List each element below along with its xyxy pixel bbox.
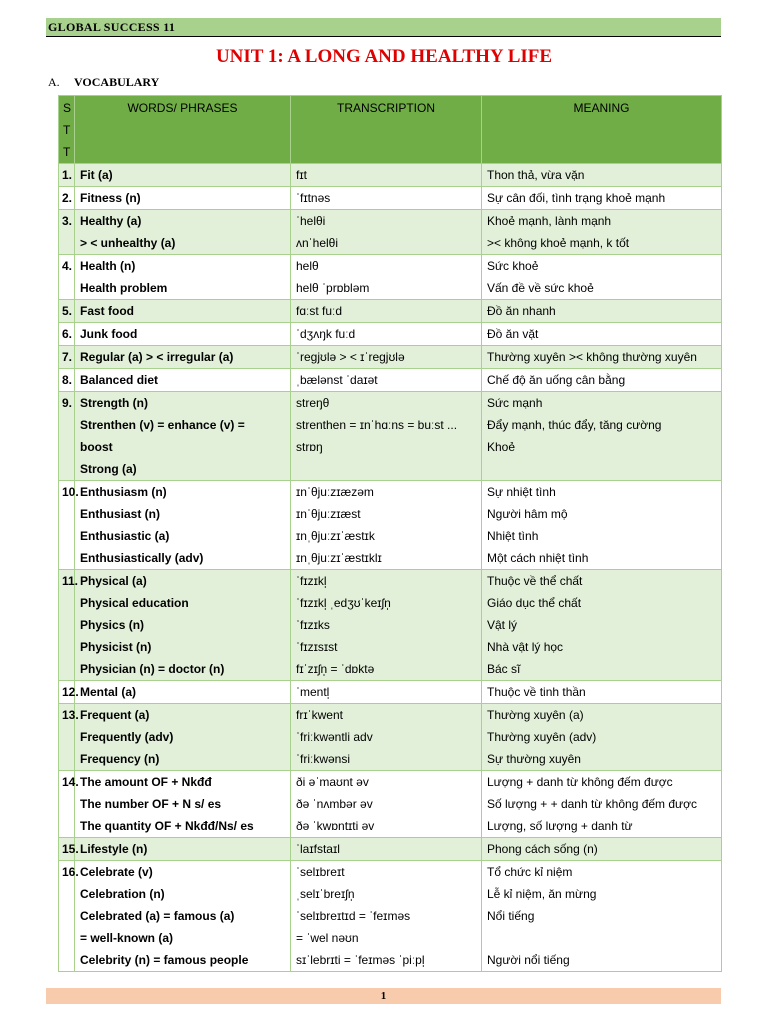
word-cell [75, 346, 291, 369]
meaning-cell-line: Đồ ăn nhanh [487, 304, 556, 318]
word-cell-line: The amount OF + Nkđđ [80, 775, 212, 789]
section-label: VOCABULARY [74, 75, 160, 89]
transcription-cell-line: ˈselɪbreɪtɪd = ˈfeɪməs [296, 909, 411, 923]
word-cell-line: Regular (a) > < irregular (a) [80, 350, 234, 364]
word-cell [75, 392, 291, 481]
transcription-cell-line: ðə ˈnʌmbər əv [296, 797, 373, 811]
table-row [59, 570, 722, 681]
transcription-cell [291, 861, 482, 972]
word-cell-line: Fitness (n) [80, 191, 141, 205]
word-cell [75, 570, 291, 681]
word-cell [75, 255, 291, 300]
transcription-cell [291, 481, 482, 570]
word-cell-line: Strong (a) [80, 462, 137, 476]
row-number: 15. [59, 838, 75, 861]
table-row [59, 861, 722, 972]
row-number: 7. [59, 346, 75, 369]
transcription-cell [291, 255, 482, 300]
meaning-cell-line: Tổ chức kỉ niệm [487, 865, 573, 879]
word-cell-line: Fit (a) [80, 168, 113, 182]
table-row [59, 346, 722, 369]
table-row [59, 369, 722, 392]
transcription-cell-line: ɪnˈθjuːzɪæzəm [296, 485, 374, 499]
transcription-cell-line: ˈfɪtnəs [296, 191, 331, 205]
meaning-cell-line: Thường xuyên (adv) [487, 730, 597, 744]
transcription-cell [291, 187, 482, 210]
meaning-cell-line: Thuộc về tinh thần [487, 685, 586, 699]
transcription-cell [291, 369, 482, 392]
transcription-cell [291, 392, 482, 481]
table-row [59, 164, 722, 187]
transcription-cell-line: helθ [296, 259, 319, 273]
transcription-cell-line: strɒŋ [296, 440, 323, 454]
word-cell-line: Health (n) [80, 259, 136, 273]
meaning-cell [482, 369, 722, 392]
word-cell-line: Frequently (adv) [80, 730, 174, 744]
meaning-cell-line: Vật lý [487, 618, 518, 632]
word-cell-line: The quantity OF + Nkđđ/Ns/ es [80, 819, 254, 833]
meaning-cell [482, 771, 722, 838]
meaning-cell-line: Bác sĩ [487, 662, 521, 676]
word-cell-line: Physics (n) [80, 618, 145, 632]
header-bar [46, 18, 721, 37]
transcription-cell-line: fɪt [296, 168, 307, 182]
transcription-cell-line: streŋθ [296, 396, 330, 410]
row-number: 4. [59, 255, 75, 300]
transcription-cell [291, 164, 482, 187]
transcription-cell-line: strenthen = ɪnˈhɑːns = buːst ... [296, 418, 458, 432]
transcription-cell-line: ˈdʒʌŋk fuːd [296, 327, 356, 341]
transcription-cell-line [296, 458, 476, 480]
word-cell-line: The number OF + N s/ es [80, 797, 222, 811]
meaning-cell-line: Khoẻ mạnh, lành mạnh [487, 214, 612, 228]
row-number: 14. [59, 771, 75, 838]
meaning-cell-line: Số lượng + + danh từ không đếm được [487, 797, 697, 811]
meaning-cell-line: Sự cân đối, tình trạng khoẻ mạnh [487, 191, 666, 205]
transcription-cell-line: ˌbælənst ˈdaɪət [296, 373, 378, 387]
meaning-cell [482, 570, 722, 681]
word-cell-line: boost [80, 440, 113, 454]
table-row [59, 392, 722, 481]
word-cell-line: Physical (a) [80, 574, 147, 588]
page-title: UNIT 1: A LONG AND HEALTHY LIFE [215, 46, 553, 67]
table-header-row [59, 96, 722, 164]
header-meaning: MEANING [482, 96, 722, 164]
row-number: 8. [59, 369, 75, 392]
meaning-cell [482, 255, 722, 300]
transcription-cell-line: ɪnˌθjuːzɪˈæstɪklɪ [296, 551, 382, 565]
meaning-cell-line: Thon thả, vừa vặn [487, 168, 585, 182]
table-row [59, 704, 722, 771]
transcription-cell [291, 771, 482, 838]
transcription-cell-line: ˈfɪzɪkl̩ ˌedʒʊˈkeɪʃn̩ [296, 596, 391, 610]
meaning-cell-line: Người hâm mộ [487, 507, 568, 521]
word-cell-line: Enthusiasm (n) [80, 485, 167, 499]
word-cell-line: > < unhealthy (a) [80, 236, 176, 250]
word-cell [75, 861, 291, 972]
transcription-cell-line: ði əˈmaʊnt əv [296, 775, 369, 789]
table-row [59, 681, 722, 704]
word-cell [75, 681, 291, 704]
meaning-cell-line: Nổi tiếng [487, 909, 535, 923]
transcription-cell-line: ˈfɪzɪks [296, 618, 330, 632]
meaning-cell [482, 210, 722, 255]
table-row [59, 255, 722, 300]
transcription-cell-line: fɑːst fuːd [296, 304, 343, 318]
row-number: 10. [59, 481, 75, 570]
transcription-cell [291, 681, 482, 704]
meaning-cell [482, 187, 722, 210]
transcription-cell-line: ˈfɪzɪkl̩ [296, 574, 327, 588]
meaning-cell-line: Một cách nhiệt tình [487, 551, 589, 565]
meaning-cell-line: Sự nhiệt tình [487, 485, 556, 499]
header-transcription: TRANSCRIPTION [291, 96, 482, 164]
footer-bar [46, 988, 721, 1004]
word-cell-line: Lifestyle (n) [80, 842, 148, 856]
transcription-cell-line: ˈhelθi [296, 214, 326, 228]
meaning-cell-line: Chế độ ăn uống cân bằng [487, 373, 626, 387]
transcription-cell-line: ɪnˈθjuːzɪæst [296, 507, 361, 521]
table-row [59, 771, 722, 838]
word-cell [75, 210, 291, 255]
transcription-cell [291, 704, 482, 771]
word-cell [75, 300, 291, 323]
header-words: WORDS/ PHRASES [75, 96, 291, 164]
word-cell-line: Fast food [80, 304, 134, 318]
meaning-cell-line: Người nổi tiếng [487, 953, 570, 967]
meaning-cell-line: Lễ kỉ niệm, ăn mừng [487, 887, 597, 901]
row-number: 13. [59, 704, 75, 771]
word-cell-line: = well-known (a) [80, 931, 174, 945]
meaning-cell-line: Giáo dục thể chất [487, 596, 582, 610]
word-cell-line: Enthusiast (n) [80, 507, 160, 521]
word-cell-line: Frequent (a) [80, 708, 150, 722]
word-cell-line: Junk food [80, 327, 138, 341]
word-cell [75, 187, 291, 210]
meaning-cell-line: Sức khoẻ [487, 259, 539, 273]
word-cell-line: Strenthen (v) = enhance (v) = [80, 418, 245, 432]
meaning-cell [482, 300, 722, 323]
row-number: 3. [59, 210, 75, 255]
transcription-cell-line: ˈfɪzɪsɪst [296, 640, 338, 654]
table-row [59, 481, 722, 570]
transcription-cell-line: fɪˈzɪʃn̩ = ˈdɒktə [296, 662, 375, 676]
meaning-cell-line: Thường xuyên >< không thường xuyên [487, 350, 697, 364]
transcription-cell [291, 570, 482, 681]
word-cell-line: Enthusiastic (a) [80, 529, 170, 543]
meaning-cell-line: Đẩy mạnh, thúc đẩy, tăng cường [487, 418, 662, 432]
meaning-cell [482, 392, 722, 481]
word-cell-line: Celebrated (a) = famous (a) [80, 909, 235, 923]
meaning-cell-line: Sức mạnh [487, 396, 543, 410]
transcription-cell-line: sɪˈlebrɪti = ˈfeɪməs ˈpiːpl̩ [296, 953, 425, 967]
table-body [59, 164, 722, 972]
word-cell [75, 838, 291, 861]
meaning-cell-line [487, 458, 716, 480]
transcription-cell-line: ˈregjʊlə > < ɪˈregjʊlə [296, 350, 405, 364]
meaning-cell [482, 346, 722, 369]
meaning-cell-line: Vấn đề về sức khoẻ [487, 281, 594, 295]
meaning-cell-line: Lượng, số lượng + danh từ [487, 819, 633, 833]
word-cell [75, 323, 291, 346]
word-cell [75, 369, 291, 392]
transcription-cell-line: ʌnˈhelθi [296, 236, 339, 250]
word-cell-line: Strength (n) [80, 396, 148, 410]
word-cell-line: Balanced diet [80, 373, 159, 387]
meaning-cell-line: Lượng + danh từ không đếm được [487, 775, 673, 789]
transcription-cell-line: helθ ˈprɒbləm [296, 281, 370, 295]
transcription-cell-line: ˈlaɪfstaɪl [296, 842, 340, 856]
meaning-cell-line: Đồ ăn vặt [487, 327, 539, 341]
word-cell-line: Frequency (n) [80, 752, 160, 766]
transcription-cell-line: frɪˈkwent [296, 708, 343, 722]
row-number: 6. [59, 323, 75, 346]
word-cell [75, 481, 291, 570]
meaning-cell [482, 481, 722, 570]
word-cell [75, 164, 291, 187]
transcription-cell [291, 838, 482, 861]
meaning-cell [482, 704, 722, 771]
word-cell-line: Celebration (n) [80, 887, 165, 901]
transcription-cell-line: ˈfriːkwəntli adv [296, 730, 373, 744]
vocabulary-table [58, 95, 722, 972]
table-row [59, 210, 722, 255]
transcription-cell [291, 346, 482, 369]
transcription-cell [291, 323, 482, 346]
header-stt-text: S T T [63, 101, 72, 159]
word-cell-line: Healthy (a) [80, 214, 142, 228]
word-cell-line: Enthusiastically (adv) [80, 551, 204, 565]
word-cell [75, 704, 291, 771]
transcription-cell-line: ˈmentl̩ [296, 685, 330, 699]
table-row [59, 187, 722, 210]
word-cell [75, 771, 291, 838]
header-stt [59, 96, 75, 164]
meaning-cell-line: Nhà vật lý học [487, 640, 564, 654]
meaning-cell-line: Nhiệt tình [487, 529, 539, 543]
page-number: 1 [380, 990, 387, 1002]
table-row [59, 300, 722, 323]
meaning-cell-line: >< không khoẻ mạnh, k tốt [487, 236, 630, 250]
header-text: GLOBAL SUCCESS 11 [48, 20, 176, 34]
meaning-cell-line: Khoẻ [487, 440, 516, 454]
section-number: A. [48, 75, 60, 89]
meaning-cell [482, 861, 722, 972]
transcription-cell [291, 300, 482, 323]
transcription-cell-line: ˈfriːkwənsi [296, 752, 351, 766]
meaning-cell [482, 838, 722, 861]
row-number: 16. [59, 861, 75, 972]
meaning-cell-line: Thường xuyên (a) [487, 708, 584, 722]
table-row [59, 838, 722, 861]
word-cell-line: Mental (a) [80, 685, 137, 699]
row-number: 2. [59, 187, 75, 210]
meaning-cell-line [487, 927, 716, 949]
transcription-cell-line: = ˈwel nəʊn [296, 931, 359, 945]
word-cell-line: Physical education [80, 596, 189, 610]
transcription-cell [291, 210, 482, 255]
meaning-cell-line: Sự thường xuyên [487, 752, 581, 766]
meaning-cell-line: Phong cách sống (n) [487, 842, 598, 856]
meaning-cell [482, 323, 722, 346]
row-number: 9. [59, 392, 75, 481]
row-number: 5. [59, 300, 75, 323]
transcription-cell-line: ˈselɪbreɪt [296, 865, 345, 879]
word-cell-line: Health problem [80, 281, 168, 295]
transcription-cell-line: ˌselɪˈbreɪʃn̩ [296, 887, 355, 901]
row-number: 1. [59, 164, 75, 187]
transcription-cell-line: ðə ˈkwɒntɪti əv [296, 819, 375, 833]
word-cell-line: Celebrity (n) = famous people [80, 953, 249, 967]
word-cell-line: Celebrate (v) [80, 865, 153, 879]
row-number: 11. [59, 570, 75, 681]
meaning-cell [482, 164, 722, 187]
meaning-cell [482, 681, 722, 704]
transcription-cell-line: ɪnˌθjuːzɪˈæstɪk [296, 529, 375, 543]
meaning-cell-line: Thuộc về thể chất [487, 574, 583, 588]
section-heading [48, 75, 159, 90]
table-row [59, 323, 722, 346]
row-number: 12. [59, 681, 75, 704]
word-cell-line: Physicist (n) [80, 640, 152, 654]
word-cell-line: Physician (n) = doctor (n) [80, 662, 225, 676]
